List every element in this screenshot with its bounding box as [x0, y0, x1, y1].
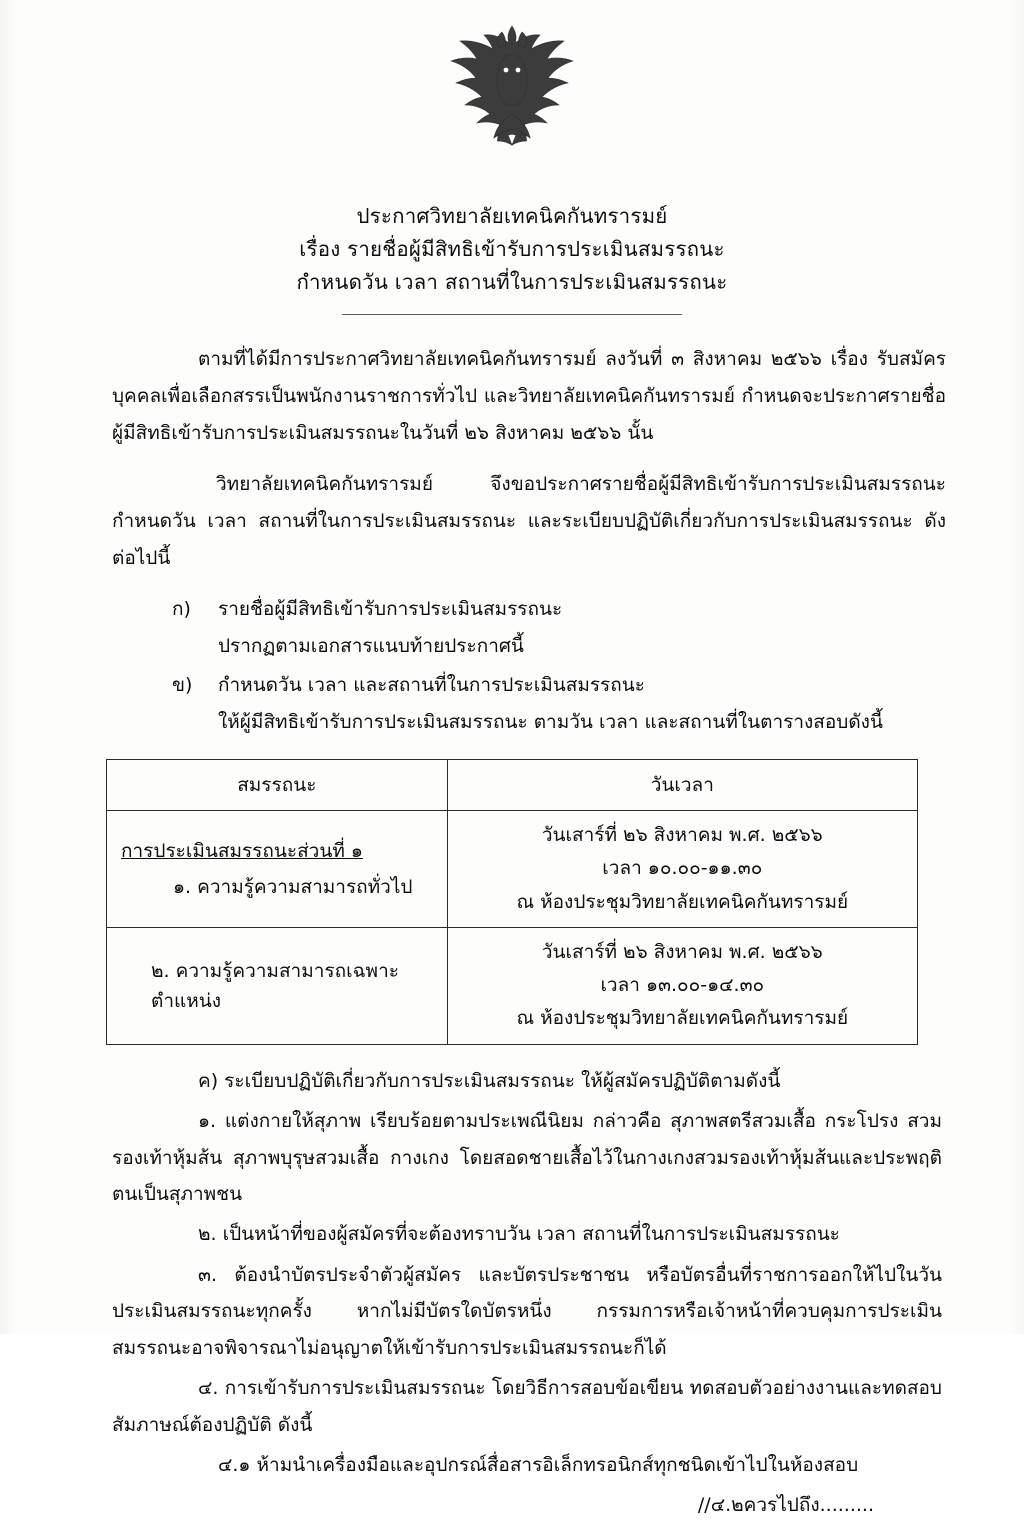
competency-section-heading: การประเมินสมรรถนะส่วนที่ ๑: [121, 839, 363, 862]
table-row: [107, 811, 918, 928]
title-line-1: ประกาศวิทยาลัยเทคนิคกันทรารมย์: [356, 204, 668, 228]
document-title: [0, 200, 1024, 315]
rule-4-1: ๔.๑ ห้ามนำเครื่องมือและอุปกรณ์สื่อสารอิเล็กทรอนิกส์ทุกชนิดเข้าไปในห้องสอบ: [218, 1454, 859, 1477]
rule-1: ๑. แต่งกายให้สุภาพ เรียบร้อยตามประเพณีนิยม กล่าวคือ สุภาพสตรีสวมเสื้อ กระโปรง สวมรองเท้าหุ้มส้น สุภาพบุรุษสวมเสื้อ กางเกง โดยสอดชายเสื้อไว้ในกางเกงสวมรองเท้าหุ้มส้นและประพฤติตนเป็นสุภาพชน: [112, 1110, 942, 1205]
datetime-1-place: ณ ห้องประชุมวิทยาลัยเทคนิคกันทรารมย์: [516, 890, 849, 913]
datetime-2-time: เวลา ๑๓.๐๐-๑๔.๓๐: [600, 974, 765, 997]
title-line-2: เรื่อง รายชื่อผู้มีสิทธิเข้ารับการประเมินสมรรถนะ: [299, 237, 725, 262]
item-kho-label: ข): [172, 673, 193, 696]
paragraph-2: วิทยาลัยเทคนิคกันทรารมย์ จึงขอประกาศรายชื่อผู้มีสิทธิเข้ารับการประเมินสมรรถนะกำหนดวัน เวลา สถานที่ในการประเมินสมรรถนะ และระเบียบปฏิบัติเกี่ยวกับการประเมินสมรรถนะ ดังต่อไปนี้: [112, 472, 946, 569]
header-competency: สมรรถนะ: [107, 760, 448, 811]
cell-datetime-2: [447, 927, 917, 1044]
rules-intro: ค) ระเบียบปฏิบัติเกี่ยวกับการประเมินสมรรถนะ ให้ผู้สมัครปฏิบัติตามดังนี้: [198, 1069, 781, 1092]
title-line-3: กำหนดวัน เวลา สถานที่ในการประเมินสมรรถนะ: [296, 270, 728, 295]
item-ka-line-1: รายชื่อผู้มีสิทธิเข้ารับการประเมินสมรรถนะ: [218, 597, 563, 620]
rule-3: ๓. ต้องนำบัตรประจำตัวผู้สมัคร และบัตรประชาชน หรือบัตรอื่นที่ราชการออกให้ไปในวันประเมินสมรรถนะทุกครั้ง หากไม่มีบัตรใดบัตรหนึ่ง กรรมการหรือเจ้าหน้าที่ควบคุมการประเมินสมรรถนะอาจพิจารณาไม่อนุญาตให้เข้ารับการประเมินสมรรถนะก็ได้: [112, 1263, 942, 1359]
emblem-container: [0, 0, 1024, 168]
item-kho-line-1: กำหนดวัน เวลา และสถานที่ในการประเมินสมรรถนะ: [218, 673, 645, 696]
cell-competency-1: [107, 811, 448, 928]
rule-2: ๒. เป็นหน้าที่ของผู้สมัครที่จะต้องทราบวัน เวลา สถานที่ในการประเมินสมรรถนะ: [198, 1223, 840, 1246]
item-ka: [112, 591, 946, 665]
header-datetime: วันเวลา: [447, 760, 917, 811]
competency-item-1: ๑. ความรู้ความสามารถทั่วไป: [173, 875, 413, 898]
garuda-emblem-icon: [437, 18, 587, 158]
datetime-1-date: วันเสาร์ที่ ๒๖ สิงหาคม พ.ศ. ๒๕๖๖: [541, 824, 823, 847]
cell-competency-2: [107, 927, 448, 1044]
datetime-2-place: ณ ห้องประชุมวิทยาลัยเทคนิคกันทรารมย์: [516, 1007, 849, 1030]
item-kho-line-2: ให้ผู้มีสิทธิเข้ารับการประเมินสมรรถนะ ตามวัน เวลา และสถานที่ในตารางสอบดังนี้: [218, 711, 883, 734]
rule-4: ๔. การเข้ารับการประเมินสมรรถนะ โดยวิธีการสอบข้อเขียน ทดสอบตัวอย่างงานและทดสอบสัมภาษณ์ต้องปฏิบัติ ดังนี้: [112, 1377, 942, 1436]
page-continuation-note: //๔.๒ควรไปถึง.........: [697, 1493, 874, 1516]
title-divider: [342, 314, 682, 315]
cell-datetime-1: [447, 811, 917, 928]
item-ka-line-2: ปรากฏตามเอกสารแนบท้ายประกาศนี้: [218, 634, 524, 657]
datetime-2-date: วันเสาร์ที่ ๒๖ สิงหาคม พ.ศ. ๒๕๖๖: [541, 940, 823, 963]
table-header-row: [107, 760, 918, 811]
document-body: [0, 341, 1024, 741]
competency-item-2: ๒. ความรู้ความสามารถเฉพาะตำแหน่ง: [151, 959, 399, 1012]
table-row: [107, 927, 918, 1044]
datetime-1-time: เวลา ๑๐.๐๐-๑๑.๓๐: [602, 857, 763, 880]
item-ka-label: ก): [172, 597, 191, 620]
rules-section: [0, 1063, 1024, 1484]
paragraph-1: ตามที่ได้มีการประกาศวิทยาลัยเทคนิคกันทรารมย์ ลงวันที่ ๓ สิงหาคม ๒๕๖๖ เรื่อง รับสมัครบุคคลเพื่อเลือกสรรเป็นพนักงานราชการทั่วไป และวิทยาลัยเทคนิคกันทรารมย์ กำหนดจะประกาศรายชื่อผู้มีสิทธิเข้ารับการประเมินสมรรถนะในวันที่ ๒๖ สิงหาคม ๒๕๖๖ นั้น: [112, 347, 946, 444]
item-kho: [112, 667, 946, 741]
schedule-table: [106, 759, 918, 1045]
